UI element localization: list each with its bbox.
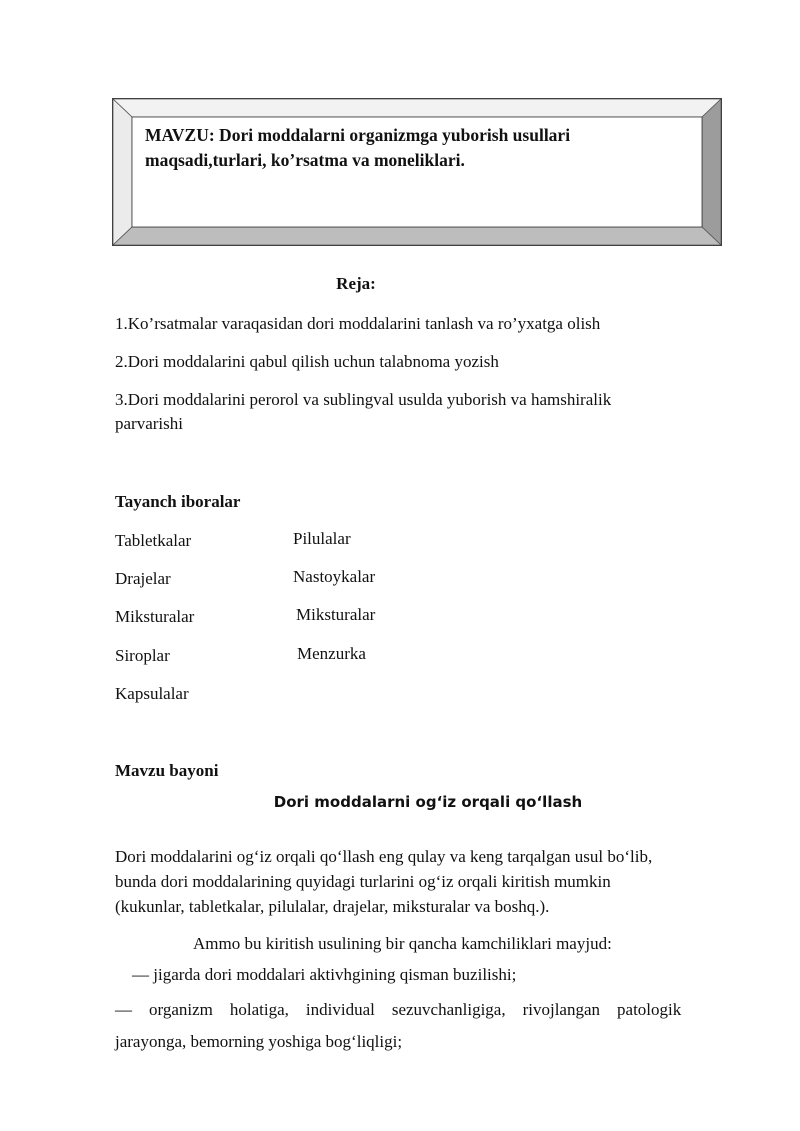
plan-item-1: 1.Ko’rsatmalar varaqasidan dori moddalarini tanlash va ro’yxatga olish — [115, 314, 601, 333]
plan-item-2: 2.Dori moddalarini qabul qilish uchun talabnoma yozish — [115, 352, 499, 371]
drawback-item-2-cont: jarayonga, bemorning yoshiga bog‘liqligi; — [115, 1032, 403, 1051]
key-terms-heading: Tayanch iboralar — [115, 492, 241, 511]
drawbacks-intro: Ammo bu kiritish usulining bir qancha kamchiliklari mayjud: — [193, 934, 612, 953]
paragraph-line-1: Dori moddalarini og‘iz orqali qo‘llash eng qulay va keng tarqalgan usul bo‘lib, — [115, 847, 653, 866]
plan-item-3: 3.Dori moddalarini perorol va sublingval usulda yuborish va hamshiralik — [115, 390, 612, 409]
term-right-4: Menzurka — [297, 644, 366, 663]
topic-frame — [112, 98, 722, 246]
drawback-item-2: — organizm holatiga, individual sezuvchanligiga, rivojlangan patologik — [115, 1000, 682, 1019]
term-left-3: Miksturalar — [115, 607, 195, 626]
paragraph-line-3: (kukunlar, tabletkalar, pilulalar, drajelar, miksturalar va boshq.). — [115, 897, 550, 916]
drawback-item-1: — jigarda dori moddalari aktivhgining qisman buzilishi; — [132, 965, 517, 984]
term-right-3: Miksturalar — [296, 605, 376, 624]
term-left-1: Tabletkalar — [115, 531, 192, 550]
topic-title: MAVZU: Dori moddalarni organizmga yuborish usullari maqsadi,turlari, ko’rsatma va moneliklari. — [145, 125, 571, 170]
term-right-2: Nastoykalar — [293, 567, 376, 586]
topic-body-subheading: Dori moddalarni og‘iz orqali qo‘llash — [273, 793, 583, 811]
plan-heading: Reja: — [336, 274, 376, 293]
plan-item-3-cont: parvarishi — [115, 414, 183, 433]
term-left-2: Drajelar — [115, 569, 171, 588]
term-left-5: Kapsulalar — [115, 684, 189, 703]
term-left-4: Siroplar — [115, 646, 170, 665]
topic-body-heading: Mavzu bayoni — [115, 761, 219, 780]
term-right-1: Pilulalar — [293, 529, 351, 548]
paragraph-line-2: bunda dori moddalarining quyidagi turlarini og‘iz orqali kiritish mumkin — [115, 872, 611, 891]
